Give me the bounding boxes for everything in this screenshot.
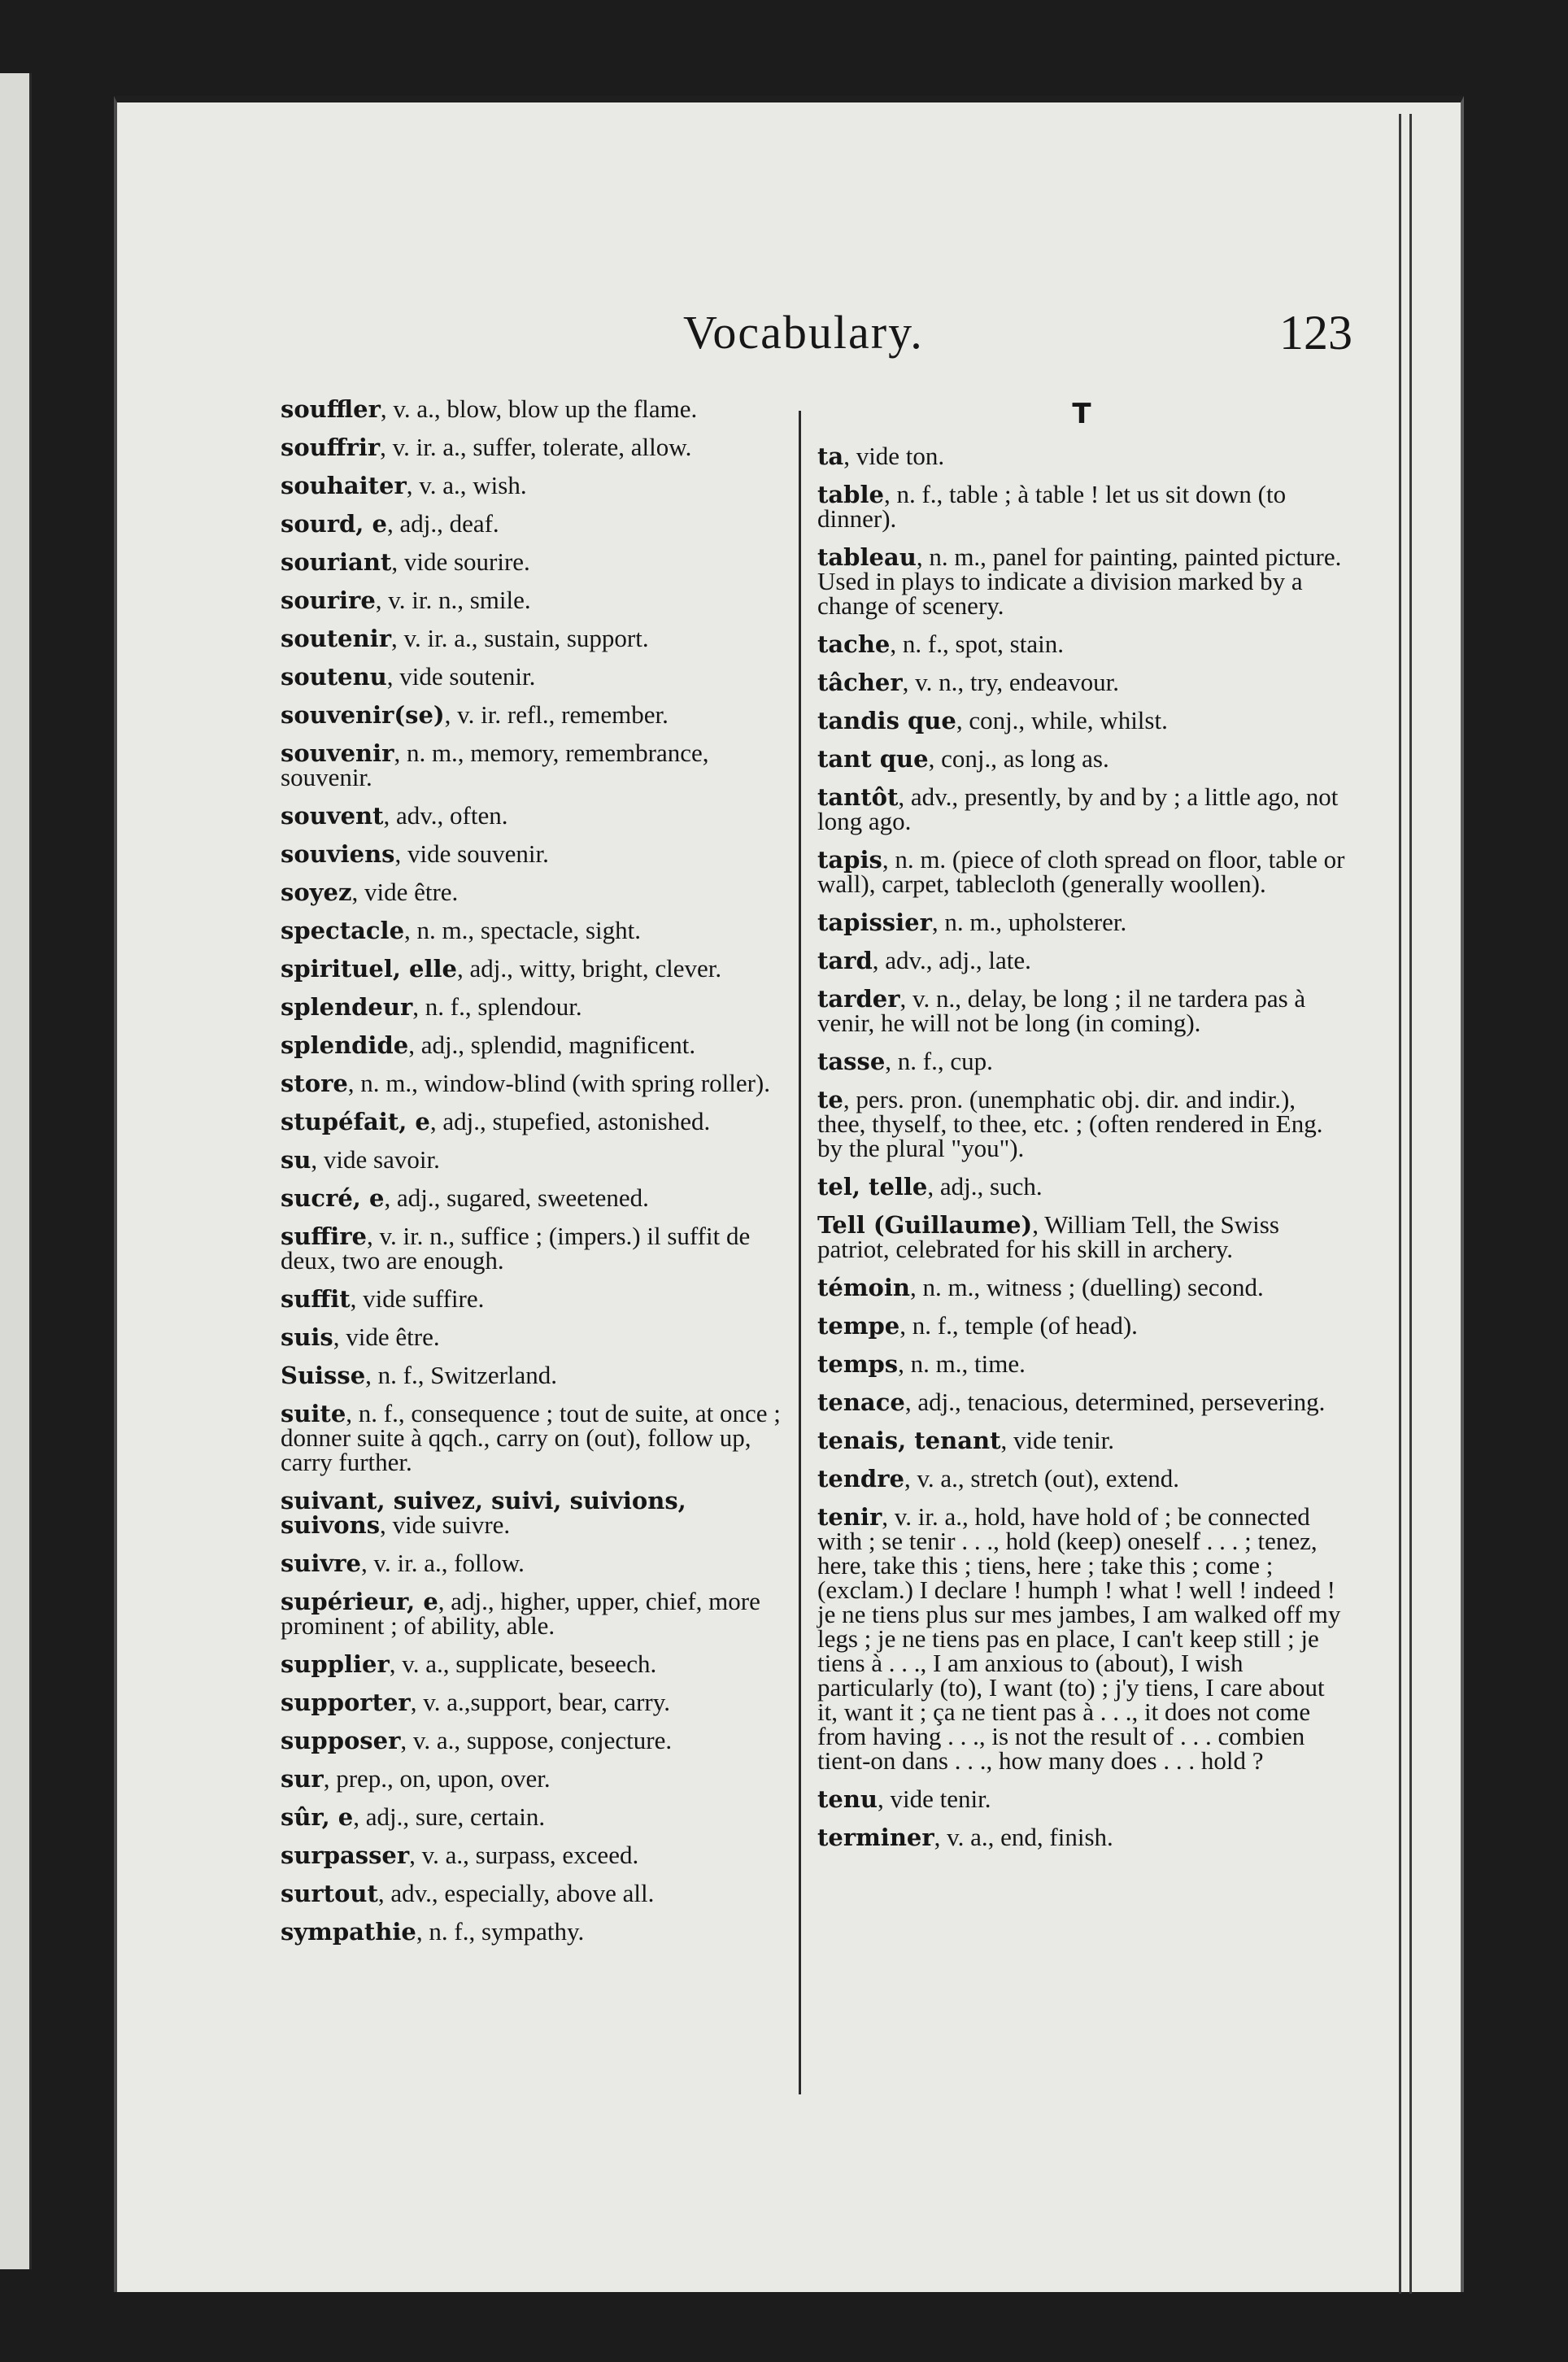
vocab-entry	[281, 509, 793, 538]
definition: , v. a., suppose, conjecture.	[400, 1726, 673, 1754]
definition: , n. m., witness ; (duelling) second.	[909, 1273, 1264, 1301]
headword: souffler	[281, 395, 381, 423]
definition: , vide sourire.	[391, 547, 530, 576]
definition: , n. m., memory, remembrance, souvenir.	[281, 739, 709, 791]
vocab-entry	[281, 839, 793, 868]
headword: tableau	[817, 543, 917, 571]
definition: , n. m., time.	[898, 1349, 1026, 1378]
vocab-entry	[817, 545, 1346, 618]
vocab-entry	[817, 1049, 1346, 1074]
definition: , conj., while, whilst.	[956, 706, 1168, 734]
headword: table	[817, 481, 884, 508]
definition: , n. f., temple (of head).	[899, 1311, 1138, 1340]
headword: tâcher	[817, 669, 903, 696]
headword: souviens	[281, 840, 395, 868]
headword: suis	[281, 1323, 333, 1351]
column-divider	[799, 411, 801, 2094]
headword: soutenir	[281, 625, 391, 652]
vocab-entry	[817, 1502, 1346, 1775]
vocab-entry	[281, 1224, 793, 1273]
vocab-entry	[817, 444, 1346, 468]
vocab-entry	[281, 1802, 793, 1831]
section-letter: T	[1072, 398, 1091, 430]
vocab-entry	[281, 1589, 793, 1638]
definition: , v. n., delay, be long ; il ne tardera pas à venir, he will not be long (in coming).	[817, 984, 1306, 1037]
definition: , vide soutenir.	[386, 662, 536, 691]
vocab-entry	[817, 1787, 1346, 1811]
headword: tel, telle	[817, 1173, 928, 1201]
headword: sucré, e	[281, 1184, 385, 1212]
running-head: Vocabulary.	[683, 306, 924, 359]
vocab-entry	[281, 473, 793, 498]
definition: , n. f., sympathy.	[416, 1917, 585, 1946]
definition: , v. ir. n., suffice ; (impers.) il suffit de deux, two are enough.	[281, 1222, 751, 1275]
definition: , adj., higher, upper, chief, more prominent ; of ability, able.	[281, 1587, 760, 1640]
definition: , v. ir. a., suffer, tolerate, allow.	[380, 433, 692, 461]
headword: suffire	[281, 1222, 367, 1250]
headword: terminer	[817, 1824, 934, 1851]
definition: , n. m., upholsterer.	[931, 908, 1127, 936]
page-number: 123	[1279, 306, 1352, 360]
definition: , adj., deaf.	[386, 509, 499, 538]
definition: , adj., witty, bright, clever.	[457, 954, 722, 983]
definition: , pers. pron. (unemphatic obj. dir. and indir.), thee, thyself, to thee, etc. ; (often rendered in Eng. by the plural "you").	[817, 1085, 1323, 1162]
definition: , n. f., table ; à table ! let us sit down (to dinner).	[817, 480, 1287, 533]
vocab-entry	[281, 1551, 793, 1575]
vocab-entry	[281, 1764, 793, 1793]
definition: , v. ir. n., smile.	[375, 586, 531, 614]
definition: , adj., splendid, magnificent.	[408, 1031, 696, 1059]
definition: , v. a., end, finish.	[934, 1823, 1113, 1851]
headword: tard	[817, 947, 873, 974]
definition: , v. a., wish.	[406, 471, 527, 499]
definition: , n. m., panel for painting, painted picture. Used in plays to indicate a division marked by a change of scenery.	[817, 543, 1342, 620]
definition: , vide tenir.	[1000, 1426, 1114, 1454]
vocab-entry	[281, 547, 793, 576]
definition: , conj., as long as.	[928, 744, 1109, 773]
vocab-entry	[817, 1428, 1346, 1453]
vocab-entry	[817, 1311, 1346, 1340]
vocab-entry	[817, 708, 1346, 733]
vocab-entry	[817, 1466, 1346, 1491]
headword: surtout	[281, 1880, 378, 1907]
definition: , adv., presently, by and by ; a little ago, not long ago.	[817, 782, 1339, 835]
vocab-entry	[281, 880, 793, 904]
vocab-entry	[817, 1210, 1346, 1263]
vocab-entry	[817, 1174, 1346, 1199]
vocab-entry	[281, 1071, 793, 1096]
vocab-entry	[281, 1183, 793, 1212]
headword: tarder	[817, 985, 900, 1013]
headword: su	[281, 1146, 311, 1174]
vocab-entry	[281, 1284, 793, 1313]
headword: Tell (Guillaume)	[817, 1211, 1033, 1239]
definition: , adj., sugared, sweetened.	[384, 1183, 649, 1212]
vocab-entry	[817, 948, 1346, 973]
definition: , vide suivre.	[380, 1510, 511, 1539]
headword: stupéfait, e	[281, 1108, 430, 1135]
vocabulary-column-right	[817, 397, 1346, 1863]
headword: spectacle	[281, 917, 405, 944]
definition: , n. f., cup.	[885, 1047, 993, 1075]
page-edge-lines	[1399, 114, 1412, 2294]
headword: supposer	[281, 1727, 401, 1754]
headword: tasse	[817, 1048, 886, 1075]
headword: supérieur, e	[281, 1588, 438, 1615]
headword: supplier	[281, 1650, 390, 1678]
headword: souriant	[281, 548, 392, 576]
headword: tendre	[817, 1465, 904, 1493]
headword: tenir	[817, 1503, 882, 1531]
vocab-entry	[817, 632, 1346, 656]
vocab-entry	[817, 910, 1346, 935]
vocab-entry	[817, 670, 1346, 695]
definition: , adv., often.	[383, 801, 508, 830]
headword: sur	[281, 1765, 324, 1793]
vocab-entry	[281, 1488, 793, 1537]
headword: tenu	[817, 1785, 878, 1813]
vocab-entry	[817, 845, 1346, 898]
definition: , v. a.,support, bear, carry.	[410, 1688, 670, 1716]
headword: soutenu	[281, 663, 387, 691]
vocab-entry	[281, 435, 793, 460]
definition: , n. f., spot, stain.	[890, 630, 1064, 658]
vocab-entry	[817, 984, 1346, 1037]
definition: , v. n., try, endeavour.	[902, 668, 1119, 696]
headword: sourd, e	[281, 510, 387, 538]
headword: tapis	[817, 846, 882, 874]
vocab-entry	[281, 588, 793, 612]
vocab-entry	[281, 1728, 793, 1753]
vocab-entry	[281, 954, 793, 983]
headword: suivre	[281, 1549, 362, 1577]
headword: souffrir	[281, 434, 381, 461]
vocab-entry	[281, 1363, 793, 1388]
headword: souvenir	[281, 739, 394, 767]
vocab-entry	[281, 1109, 793, 1134]
headword: souvenir(se)	[281, 701, 445, 729]
definition: , n. m. (piece of cloth spread on floor, table or wall), carpet, tablecloth (generally woollen).	[817, 845, 1345, 898]
definition: , adj., tenacious, determined, persevering.	[904, 1388, 1326, 1416]
definition: , vide être.	[333, 1323, 440, 1351]
vocab-entry	[281, 1325, 793, 1349]
vocab-entry	[281, 1145, 793, 1174]
definition: , vide savoir.	[311, 1145, 440, 1174]
vocab-entry	[281, 1401, 793, 1475]
vocab-entry	[281, 626, 793, 651]
vocab-entry	[281, 394, 793, 423]
definition: , n. f., splendour.	[412, 992, 582, 1021]
vocab-entry	[281, 1033, 793, 1057]
headword: splendide	[281, 1031, 409, 1059]
definition: , prep., on, upon, over.	[323, 1764, 551, 1793]
definition: , v. ir. a., sustain, support.	[390, 624, 649, 652]
headword: suivant, suivez, suivi, suivions, suivons	[281, 1487, 686, 1539]
definition: , v. a., supplicate, beseech.	[389, 1649, 657, 1678]
vocab-entry	[817, 1825, 1346, 1850]
definition: , adj., such.	[927, 1172, 1043, 1201]
headword: tache	[817, 630, 891, 658]
vocabulary-column-left	[281, 394, 793, 1958]
definition: , William Tell, the Swiss patriot, celebrated for his skill in archery.	[817, 1210, 1279, 1263]
headword: ta	[817, 442, 844, 470]
headword: tant que	[817, 745, 929, 773]
definition: , v. a., surpass, exceed.	[409, 1841, 639, 1869]
headword: sûr, e	[281, 1803, 354, 1831]
definition: , v. ir. a., hold, have hold of ; be connected with ; se tenir . . ., hold (keep) oneself . . . ; tenez, here, take this ; tiens, here ; take this ; come ; (exclam.) I declare ! humph ! what ! well ! indeed ! je ne tiens plus sur mes jambes, I am walked off my legs ; je ne tiens pas en place, I can't keep still ; je tiens à . . ., I am anxious to (about), I wish particularly (to), I want (to) ; j'y tiens, I care about it, want it ; ça ne tient pas à . . ., it does not come from having . . ., is not the result of . . . combien tient-on dans . . ., how many does . . . hold ?	[817, 1502, 1341, 1775]
headword: soyez	[281, 878, 352, 906]
vocab-entry	[281, 801, 793, 830]
definition: , adv., especially, above all.	[377, 1879, 655, 1907]
definition: , adj., stupefied, astonished.	[429, 1107, 711, 1135]
vocab-entry	[281, 992, 793, 1021]
headword: tenais, tenant	[817, 1427, 1001, 1454]
vocab-entry	[817, 1390, 1346, 1414]
definition: , n. m., window-blind (with spring roller).	[347, 1069, 770, 1097]
definition: , vide être.	[351, 878, 459, 906]
definition: , n. f., Switzerland.	[365, 1361, 558, 1389]
vocab-entry	[817, 1087, 1346, 1161]
definition: , v. a., stretch (out), extend.	[904, 1464, 1179, 1493]
headword: suffit	[281, 1285, 351, 1313]
definition: , adv., adj., late.	[872, 946, 1031, 974]
headword: souvent	[281, 802, 384, 830]
vocab-entry	[817, 1349, 1346, 1378]
vocab-entry	[281, 918, 793, 943]
definition: , n. m., spectacle, sight.	[404, 916, 642, 944]
headword: te	[817, 1086, 843, 1113]
headword: tenace	[817, 1388, 905, 1416]
definition: , vide tenir.	[878, 1785, 991, 1813]
vocab-entry	[817, 782, 1346, 835]
definition: , adj., sure, certain.	[353, 1802, 546, 1831]
vocab-entry	[281, 1843, 793, 1867]
vocab-entry	[281, 741, 793, 790]
definition: , v. ir. refl., remember.	[444, 700, 669, 729]
headword: splendeur	[281, 993, 413, 1021]
headword: souhaiter	[281, 472, 407, 499]
definition: , v. ir. a., follow.	[361, 1549, 525, 1577]
vocab-entry	[281, 1881, 793, 1906]
vocab-entry	[281, 1917, 793, 1946]
headword: suite	[281, 1400, 346, 1427]
headword: temps	[817, 1350, 899, 1378]
vocab-entry	[817, 1275, 1346, 1300]
headword: surpasser	[281, 1841, 410, 1869]
headword: tantôt	[817, 783, 899, 811]
vocab-entry	[817, 744, 1346, 773]
definition: , v. a., blow, blow up the flame.	[380, 394, 698, 423]
definition: , vide ton.	[843, 442, 945, 470]
headword: sourire	[281, 586, 376, 614]
headword: store	[281, 1070, 348, 1097]
vocab-entry	[281, 1690, 793, 1715]
definition: , vide souvenir.	[394, 839, 549, 868]
headword: Suisse	[281, 1362, 366, 1389]
vocab-entry	[281, 662, 793, 691]
headword: spirituel, elle	[281, 955, 457, 983]
headword: tapissier	[817, 909, 932, 936]
headword: supporter	[281, 1689, 411, 1716]
definition: , vide suffire.	[350, 1284, 485, 1313]
headword: tandis que	[817, 707, 956, 734]
headword: témoin	[817, 1274, 910, 1301]
headword: tempe	[817, 1312, 900, 1340]
vocab-entry	[817, 482, 1346, 531]
adjacent-page-edge	[0, 73, 32, 2269]
headword: sympathie	[281, 1918, 416, 1946]
vocab-entry	[281, 700, 793, 729]
vocab-entry	[281, 1649, 793, 1678]
definition: , n. f., consequence ; tout de suite, at once ; donner suite à qqch., carry on (out), follow up, carry further.	[281, 1399, 781, 1476]
